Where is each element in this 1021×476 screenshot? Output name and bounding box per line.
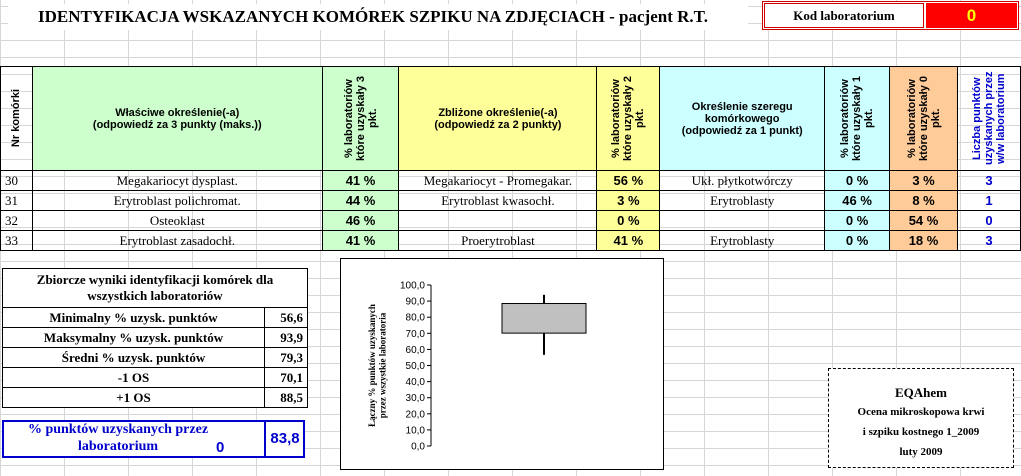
summary-row bbox=[3, 368, 308, 388]
cell-close[interactable]: Megakariocyt - Promegakar. bbox=[399, 171, 597, 191]
cell-points[interactable]: 0 bbox=[957, 211, 1020, 231]
eqa-line-2: Ocena mikroskopowa krwi bbox=[857, 406, 985, 418]
summary-table bbox=[2, 268, 308, 408]
table-row bbox=[1, 211, 1021, 231]
summary-row bbox=[3, 388, 308, 408]
cell-pct0[interactable]: 18 % bbox=[890, 231, 958, 251]
eqa-title: EQAhem bbox=[895, 385, 947, 400]
header-proper: Właściwe określenie(-a) (odpowiedź za 3 punkty (maks.)) bbox=[32, 67, 322, 171]
cell-series[interactable]: Erytroblasty bbox=[660, 231, 825, 251]
summary-value[interactable]: 79,3 bbox=[265, 348, 308, 368]
header-pct3: % laboratoriów które uzyskały 3 pkt. bbox=[322, 67, 399, 171]
cell-series[interactable]: Ukł. płytkotwórczy bbox=[660, 171, 825, 191]
lab-code-value[interactable]: 0 bbox=[926, 3, 1017, 28]
summary-label[interactable]: Minimalny % uzysk. punktów bbox=[3, 308, 265, 328]
cell-nr[interactable]: 33 bbox=[1, 231, 33, 251]
header-pct0: % laboratoriów które uzyskały 0 pkt. bbox=[890, 67, 958, 171]
y-tick-label: 10,0 bbox=[405, 425, 425, 437]
cell-pct1[interactable]: 46 % bbox=[825, 191, 890, 211]
cell-nr[interactable]: 32 bbox=[1, 211, 33, 231]
y-axis-title: Łączny % punktów uzyskanychprzez wszystkie laboratoria bbox=[367, 304, 388, 427]
final-score-label: % punktów uzyskanych przez laboratorium bbox=[27, 422, 209, 454]
cell-points[interactable]: 3 bbox=[957, 231, 1020, 251]
cell-pct2[interactable]: 0 % bbox=[597, 211, 660, 231]
cell-pct3[interactable]: 44 % bbox=[322, 191, 399, 211]
table-header-row bbox=[1, 67, 1021, 171]
summary-row bbox=[3, 308, 308, 328]
lab-code-label: Kod laboratorium bbox=[764, 3, 924, 28]
y-tick-label: 40,0 bbox=[405, 377, 425, 389]
y-tick-label: 50,0 bbox=[405, 361, 425, 372]
cell-pct3[interactable]: 41 % bbox=[322, 171, 399, 191]
cell-pct2[interactable]: 3 % bbox=[597, 191, 660, 211]
y-tick-label: 80,0 bbox=[405, 312, 425, 324]
summary-value[interactable]: 56,6 bbox=[265, 308, 308, 328]
cell-close[interactable]: Proerytroblast bbox=[399, 231, 597, 251]
y-tick-label: 60,0 bbox=[405, 344, 425, 356]
cell-proper[interactable]: Osteoklast bbox=[32, 211, 322, 231]
cell-pct2[interactable]: 56 % bbox=[597, 171, 660, 191]
y-tick-label: 100,0 bbox=[399, 280, 425, 292]
cell-pct0[interactable]: 8 % bbox=[890, 191, 958, 211]
summary-label[interactable]: +1 OS bbox=[3, 388, 265, 408]
header-points: Liczba punktów uzyskanych przez w/w laboratorium bbox=[957, 67, 1020, 171]
summary-value[interactable]: 93,9 bbox=[265, 328, 308, 348]
cell-proper[interactable]: Erytroblast zasadochł. bbox=[32, 231, 322, 251]
header-pct2: % laboratoriów które uzyskały 2 pkt. bbox=[597, 67, 660, 171]
cell-proper[interactable]: Megakariocyt dysplast. bbox=[32, 171, 322, 191]
header-close: Zbliżone określenie(-a) (odpowiedź za 2 punkty) bbox=[399, 67, 597, 171]
cell-proper[interactable]: Erytroblast polichromat. bbox=[32, 191, 322, 211]
cell-nr[interactable]: 31 bbox=[1, 191, 33, 211]
table-row bbox=[1, 191, 1021, 211]
summary-value[interactable]: 70,1 bbox=[265, 368, 308, 388]
cell-points[interactable]: 1 bbox=[957, 191, 1020, 211]
summary-label[interactable]: Średni % uzysk. punktów bbox=[3, 348, 265, 368]
cell-pct1[interactable]: 0 % bbox=[825, 211, 890, 231]
cell-nr[interactable]: 30 bbox=[1, 171, 33, 191]
y-tick-label: 0,0 bbox=[411, 441, 425, 453]
table-row bbox=[1, 231, 1021, 251]
cell-points[interactable]: 3 bbox=[957, 171, 1020, 191]
final-lab-code[interactable]: 0 bbox=[216, 439, 225, 456]
cell-close[interactable]: Erytroblast kwasochł. bbox=[399, 191, 597, 211]
summary-row bbox=[3, 348, 308, 368]
cell-series[interactable]: Erytroblasty bbox=[660, 191, 825, 211]
cell-pct3[interactable]: 41 % bbox=[322, 231, 399, 251]
y-tick-label: 70,0 bbox=[405, 328, 425, 340]
cell-close[interactable] bbox=[399, 211, 597, 231]
final-score-value[interactable]: 83,8 bbox=[264, 422, 304, 456]
header-pct1: % laboratoriów które uzyskały 1 pkt. bbox=[825, 67, 890, 171]
cell-pct3[interactable]: 46 % bbox=[322, 211, 399, 231]
y-tick-label: 20,0 bbox=[405, 409, 425, 421]
summary-heading: Zbiorcze wyniki identyfikacji komórek dla wszystkich laboratoriów bbox=[3, 269, 308, 308]
cell-pct0[interactable]: 54 % bbox=[890, 211, 958, 231]
eqa-line-3: i szpiku kostnego 1_2009 bbox=[862, 426, 980, 438]
y-tick-label: 90,0 bbox=[405, 296, 425, 308]
header-series: Określenie szeregu komórkowego (odpowiedź za 1 punkt) bbox=[660, 67, 825, 171]
y-tick-label: 30,0 bbox=[405, 393, 425, 405]
page-title: IDENTYFIKACJA WSKAZANYCH KOMÓREK SZPIKU NA ZDJĘCIACH - pacjent R.T. bbox=[8, 4, 748, 30]
eqa-line-4: luty 2009 bbox=[899, 446, 943, 458]
summary-row bbox=[3, 328, 308, 348]
cell-pct1[interactable]: 0 % bbox=[825, 231, 890, 251]
iqr-box bbox=[502, 304, 586, 334]
boxplot-svg bbox=[341, 259, 663, 469]
summary-value[interactable]: 88,5 bbox=[265, 388, 308, 408]
results-table bbox=[0, 66, 1021, 251]
table-row bbox=[1, 171, 1021, 191]
cell-series[interactable] bbox=[660, 211, 825, 231]
boxplot-chart[interactable] bbox=[340, 258, 664, 470]
cell-pct0[interactable]: 3 % bbox=[890, 171, 958, 191]
summary-label[interactable]: -1 OS bbox=[3, 368, 265, 388]
summary-label[interactable]: Maksymalny % uzysk. punktów bbox=[3, 328, 265, 348]
header-nr: Nr komórki bbox=[1, 67, 33, 171]
cell-pct2[interactable]: 41 % bbox=[597, 231, 660, 251]
eqa-info-box bbox=[828, 368, 1014, 468]
cell-pct1[interactable]: 0 % bbox=[825, 171, 890, 191]
